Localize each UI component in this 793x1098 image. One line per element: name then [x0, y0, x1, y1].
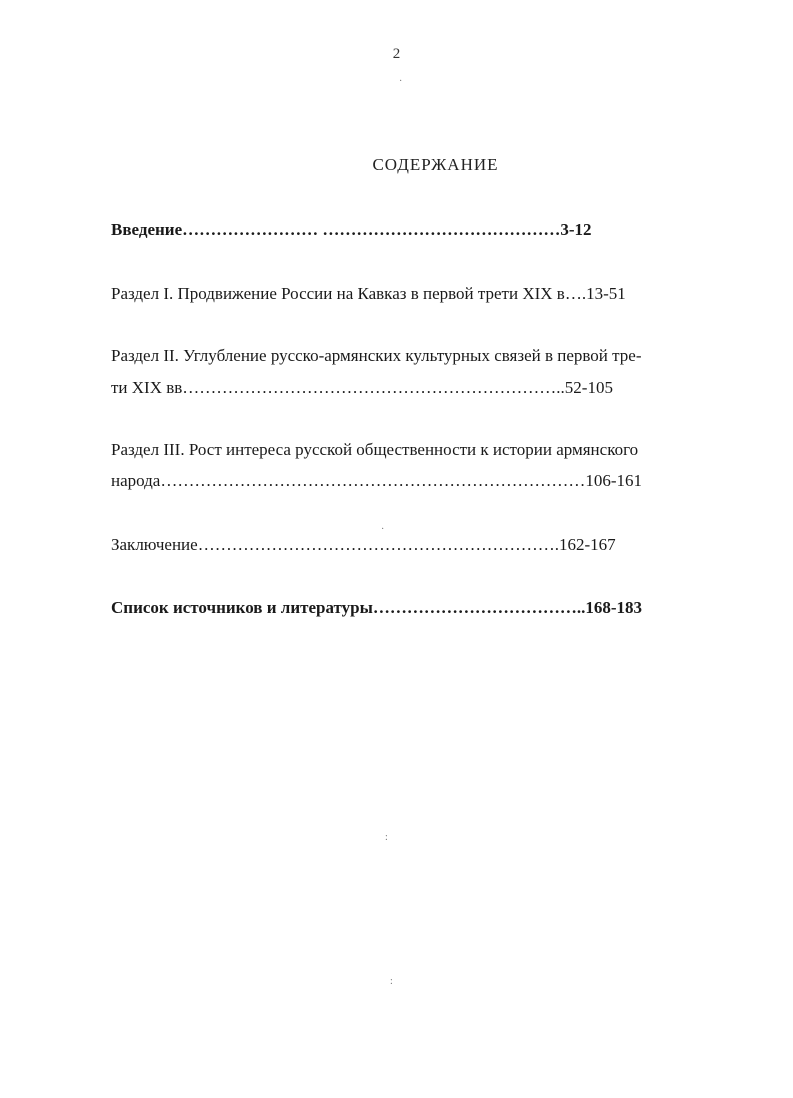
- toc-entry-conclusion: Заключение……………………………………………………….162-167: [111, 535, 616, 554]
- toc-entry-section-2-line-1: Раздел II. Углубление русско-армянских культурных связей в первой тре-: [111, 346, 642, 365]
- scan-speck: :: [390, 976, 393, 987]
- scan-speck: ·: [381, 524, 385, 535]
- scan-speck: ·: [399, 76, 403, 87]
- scan-speck: :: [385, 832, 388, 843]
- contents-heading: СОДЕРЖАНИЕ: [372, 155, 499, 174]
- toc-entry-section-2-line-2: ти XIX вв…………………………………………………………..52-105: [111, 378, 613, 397]
- page-number: 2: [392, 46, 401, 62]
- toc-entry-section-3-line-1: Раздел III. Рост интереса русской общественности к истории армянского: [111, 440, 639, 459]
- toc-entry-section-3-line-2: народа…………………………………………………………………106-161: [111, 471, 643, 490]
- toc-entry-section-1: Раздел I. Продвижение России на Кавказ в первой трети XIX в….13-51: [111, 284, 626, 303]
- toc-entry-bibliography: Список источников и литературы………………………………..168-183: [111, 598, 643, 617]
- toc-entry-introduction: Введение…………………… ……………………………………3-12: [111, 220, 592, 239]
